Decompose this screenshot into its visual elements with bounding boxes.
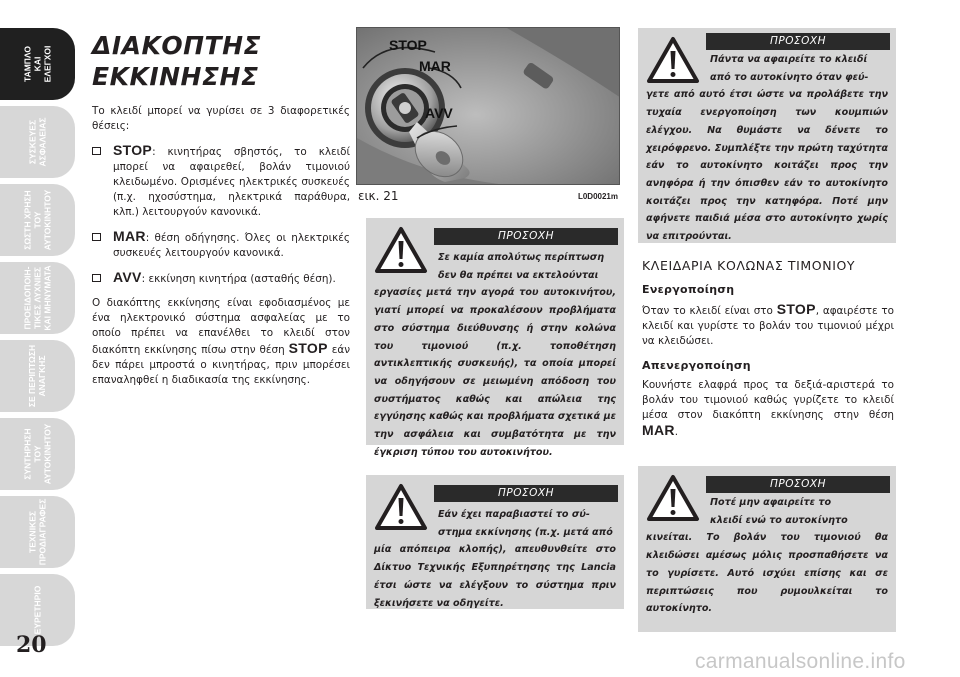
- list-item-mar: [92, 229, 350, 261]
- section-title-line2: ΕΚΚΙΝΗΣΗΣ: [92, 62, 259, 91]
- activation-paragraph: [642, 302, 894, 349]
- warning-title: ΠΡΟΣΟΧΗ: [434, 485, 618, 502]
- position-description: : θέση οδήγησης. Όλες οι ηλεκτρικές συσκευές λειτουργούν κανονικά.: [113, 232, 350, 259]
- warning-title: ΠΡΟΣΟΧΗ: [706, 33, 890, 50]
- warning-body: γετε από αυτό έτσι ώστε να προλάβετε την τυχαία ενεργοποίηση των κουμπιών ελέγχου. Να θυμάστε να δένετε το χειρόφρενο. Συμπλέξτε την πρώτη ταχύτητα εάν το αυτοκίνητο κοιτάζει προς την ανηφόρα ή την όπισθεν εάν το αυτοκίνητο κοιτάζει προς την κατηφόρα. Ποτέ μην αφήνετε παιδιά μέσα στο αυτοκίνητο χωρίς να επιτρούνται.: [646, 89, 888, 243]
- list-item-stop: [92, 143, 350, 220]
- tab-label: ΠΡΟΕΙΔΟΠΟΙΗ- ΤΙΚΕΣ ΛΥΧΝΙΕΣ ΚΑΙ ΜΗΝΥΜΑΤΑ: [22, 265, 53, 331]
- position-keyword: STOP: [288, 340, 328, 356]
- tab-label: ΣΥΝΤΗΡΗΣΗ ΤΟΥ ΑΥΤΟΚΙΝΗΤΟΥ: [22, 423, 53, 485]
- figure-reference: εικ. 21: [358, 189, 399, 203]
- deactivation-paragraph: [642, 378, 894, 440]
- watermark: carmanualsonline.info: [695, 650, 906, 673]
- tab-label: ΕΥΡΕΤΗΡΙΟ: [32, 585, 43, 635]
- tab-label: ΣΥΣΚΕΥΕΣ ΑΣΦΑΛΕΙΑΣ: [27, 117, 48, 167]
- activation-text: , αφαιρέστε το κλειδί και γυρίστε το βολάν του τιμονιού μέχρι να κλειδώσει.: [642, 305, 894, 347]
- checkbox-bullet-icon: [92, 147, 101, 155]
- activation-subheading: Ενεργοποίηση: [642, 283, 735, 296]
- deactivation-text: Κουνήστε ελαφρά προς τα δεξιά-αριστερά το βολάν του τιμονιού καθώς γυρίζετε το κλειδί μέσα στον διακόπτη εκκίνησης στην θέση: [642, 379, 894, 421]
- checkbox-bullet-icon: [92, 233, 101, 241]
- warning-box-tampering: [366, 475, 624, 609]
- position-keyword: MAR: [113, 228, 146, 244]
- warning-text: [374, 506, 616, 612]
- steering-lock-heading: ΚΛΕΙΔΑΡΙΑ ΚΟΛΩΝΑΣ ΤΙΜΟΝΙΟΥ: [642, 258, 856, 273]
- activation-text: Όταν το κλειδί είναι στο: [642, 305, 777, 317]
- tab-label: ΤΑΜΠΛΟ ΚΑΙ ΕΛΕΓΧΟΙ: [22, 45, 53, 83]
- tab-correct-use[interactable]: [0, 184, 75, 256]
- intro-paragraph: Το κλειδί μπορεί να γυρίσει σε 3 διαφορετικές θέσεις:: [92, 105, 350, 132]
- tab-label: ΤΕΧΝΙΚΕΣ ΠΡΟΔΙΑΓΡΑΦΕΣ: [27, 498, 48, 566]
- figure-code: L0D0021m: [577, 192, 618, 201]
- tab-maintenance[interactable]: [0, 418, 75, 490]
- checkbox-bullet-icon: [92, 274, 101, 282]
- tab-safety-devices[interactable]: [0, 106, 75, 178]
- avv-label: AVV: [425, 105, 453, 121]
- warning-line: Ποτέ μην αφαιρείτε το: [710, 497, 832, 508]
- warning-line: Εάν έχει παραβιαστεί το σύ-: [438, 509, 590, 520]
- ignition-switch-illustration: [357, 28, 620, 185]
- tab-label: ΣΕ ΠΕΡΙΠΤΩΣΗ ΑΝΑΓΚΗΣ: [27, 344, 48, 408]
- warning-text: [374, 249, 616, 461]
- tab-warning-lights[interactable]: [0, 262, 75, 334]
- ignition-switch-section: [92, 30, 350, 388]
- closing-paragraph: [92, 296, 350, 388]
- warning-title: ΠΡΟΣΟΧΗ: [434, 228, 618, 245]
- page-number: 20: [16, 632, 47, 658]
- tab-emergency[interactable]: [0, 340, 75, 412]
- position-keyword: STOP: [113, 142, 153, 158]
- stop-label: STOP: [389, 37, 427, 53]
- deactivation-text: .: [674, 426, 679, 438]
- figure-caption: [358, 189, 620, 205]
- closing-text: Ο διακόπτης εκκίνησης είναι εφοδιασμένος με ένα ηλεκτρονικό σύστημα ασφαλείας με το οποίο πρέπει να επανέλθει το κλειδί στον διακόπτη εκκίνησης πίσω στην θέση: [92, 297, 350, 356]
- warning-text: [646, 51, 888, 246]
- warning-line: στημα εκκίνησης (π.χ. μετά από: [438, 526, 613, 538]
- warning-box-moving-vehicle: [638, 466, 896, 632]
- position-keyword: MAR: [642, 422, 675, 438]
- tab-label: ΣΩΣΤΗ ΧΡΗΣΗ ΤΟΥ ΑΥΤΟΚΙΝΗΤΟΥ: [22, 189, 53, 251]
- position-keyword: STOP: [776, 301, 816, 317]
- closing-text: εάν δεν πάρει μπροστά ο κινητήρας, πριν μπορέσει επαναληφθεί η διαδικασία της εκκίνησης.: [92, 344, 350, 386]
- tab-dashboard-controls[interactable]: [0, 28, 75, 100]
- position-keyword: AVV: [113, 269, 142, 285]
- mar-label: MAR: [419, 58, 451, 74]
- warning-line: Πάντα να αφαιρείτε το κλειδί: [710, 54, 868, 65]
- warning-box-remove-key: [638, 28, 896, 243]
- position-description: : εκκίνηση κινητήρα (ασταθής θέση).: [141, 273, 336, 285]
- warning-text: [646, 494, 888, 618]
- warning-line: από το αυτοκίνητο όταν φεύ-: [710, 71, 869, 83]
- steering-lock-section: [642, 258, 894, 440]
- tab-technical-specs[interactable]: [0, 496, 75, 568]
- warning-body: εργασίες μετά την αγορά του αυτοκινήτου, γιατί μπορεί να προκαλέσουν προβλήματα στο σύστημα διεύθυνσης ή στην κολώνα του τιμονιού (π.χ. τοποθέτηση αντικλεπτικής συσκευής), τα οποία μπορεί να οδηγήσουν σε μειωμένη απόδοση του συστήματος καθώς και απώλεια της εγγύησης καθώς και προβλήματα σχετικά με την ασφάλεια και συμβατότητα με την έγκριση τύπου του αυτοκινήτου.: [374, 287, 616, 458]
- warning-line: δεν θα πρέπει να εκτελούνται: [438, 269, 599, 281]
- warning-line: Σε καμία απολύτως περίπτωση: [438, 252, 605, 263]
- deactivation-subheading: Απενεργοποίηση: [642, 359, 751, 372]
- list-item-avv: [92, 270, 350, 287]
- warning-box-steering: [366, 218, 624, 458]
- warning-line: κλειδί ενώ το αυτοκίνητο: [710, 514, 848, 526]
- warning-body: κινείται. Το βολάν του τιμονιού θα κλειδώσει αμέσως μόλις προσπαθήσετε να το γυρίσετε. Αυτό ισχύει επίσης και σε περιπτώσεις που ρυμουλκείται το αυτοκίνητο.: [646, 532, 888, 615]
- warning-title: ΠΡΟΣΟΧΗ: [706, 476, 890, 493]
- ignition-switch-figure: [356, 27, 620, 185]
- section-title-line1: ΔΙΑΚΟΠΤΗΣ: [92, 31, 262, 60]
- warning-body: μία απόπειρα κλοπής), απευθυνθείτε στο Δίκτυο Τεχνικής Εξυπηρέτησης της Lancia έτσι ώστε να ελέγξουν το σύστημα πριν ξεκινήσετε να οδηγείτε.: [374, 544, 616, 609]
- position-description: : κινητήρας σβηστός, το κλειδί μπορεί να αφαιρεθεί, βολάν τιμονιού κλειδωμένο. Ορισμένες ηλεκτρικές συσκευές (π.χ. ηχοσύστημα, ηλεκτρικά παράθυρα, κλπ.) λειτουργούν κανονικά.: [113, 146, 350, 218]
